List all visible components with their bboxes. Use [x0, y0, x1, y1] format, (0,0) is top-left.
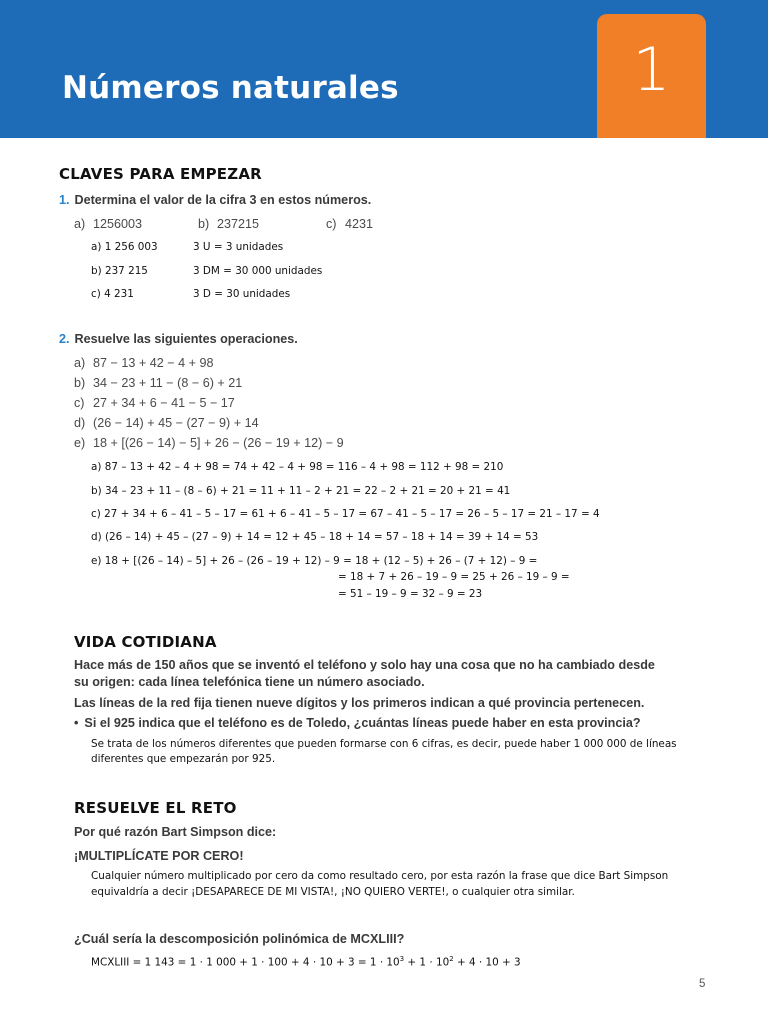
- option-label: a): [74, 356, 86, 370]
- option-value: 87 − 13 + 42 − 4 + 98: [93, 356, 214, 370]
- question-2-option-b: [74, 376, 242, 390]
- option-label: b): [198, 217, 210, 231]
- answer-1c-value: 3 D = 30 unidades: [193, 288, 291, 300]
- answer-2b: b) 34 – 23 + 11 – (8 – 6) + 21 = 11 + 11 – 2 + 21 = 22 – 2 + 21 = 20 + 21 = 41: [91, 485, 511, 497]
- answer-2e-line-1: e) 18 + [(26 – 14) – 5] + 26 – (26 – 19 + 12) – 9 = 18 + (12 – 5) + 26 – (7 + 12) – 9 =: [91, 555, 538, 567]
- reto-question-1: Por qué razón Bart Simpson dice:: [74, 825, 277, 839]
- section-title-vida: VIDA COTIDIANA: [74, 633, 217, 651]
- answer-text: + 4 · 10 + 3: [453, 956, 521, 969]
- answer-2e-line-2: = 18 + 7 + 26 – 19 – 9 = 25 + 26 – 19 – 9 =: [338, 571, 570, 583]
- question-1-option-c: [326, 217, 373, 231]
- question-text: Determina el valor de la cifra 3 en estos números.: [74, 193, 372, 207]
- vida-line-1: Hace más de 150 años que se inventó el teléfono y solo hay una cosa que no ha cambiado desde: [74, 658, 655, 672]
- option-label: a): [74, 217, 86, 231]
- answer-text: + 1 · 10: [404, 956, 450, 969]
- bullet-icon: •: [74, 716, 79, 730]
- answer-1b-value: 3 DM = 30 000 unidades: [193, 265, 323, 277]
- chapter-title: Números naturales: [62, 70, 399, 106]
- page-number: 5: [699, 978, 706, 990]
- vida-question-text: Si el 925 indica que el teléfono es de Toledo, ¿cuántas líneas puede haber en esta provincia?: [84, 716, 641, 730]
- option-label: b): [74, 376, 86, 390]
- option-value: 237215: [217, 217, 260, 231]
- option-label: c): [326, 217, 337, 231]
- option-value: 4231: [345, 217, 374, 231]
- vida-line-3: Las líneas de la red fija tienen nueve dígitos y los primeros indican a qué provincia pertenecen.: [74, 696, 645, 710]
- answer-text: MCXLIII = 1 143 = 1 · 1 000 + 1 · 100 + 4 · 10 + 3 = 1 · 10: [91, 956, 400, 969]
- question-2-option-c: [74, 396, 235, 410]
- option-value: 34 − 23 + 11 − (8 − 6) + 21: [93, 376, 243, 390]
- answer-2a: a) 87 – 13 + 42 – 4 + 98 = 74 + 42 – 4 + 98 = 116 – 4 + 98 = 112 + 98 = 210: [91, 461, 504, 473]
- answer-1b-label: b) 237 215: [91, 265, 148, 277]
- question-number: 2.: [59, 332, 70, 346]
- option-label: c): [74, 396, 85, 410]
- chapter-header: [0, 0, 768, 138]
- question-1: [59, 193, 371, 207]
- reto-question-2: ¿Cuál sería la descomposición polinómica de MCXLIII?: [74, 932, 405, 946]
- vida-question: [74, 716, 641, 730]
- vida-line-2: su origen: cada línea telefónica tiene un número asociado.: [74, 675, 425, 689]
- answer-2e-line-3: = 51 – 19 – 9 = 32 – 9 = 23: [338, 588, 483, 600]
- chapter-number: 1: [632, 35, 671, 105]
- reto-answer-2: [91, 955, 521, 968]
- vida-answer-line-1: Se trata de los números diferentes que pueden formarse con 6 cifras, es decir, puede haber 1 000 000 de líneas: [91, 738, 677, 750]
- answer-1a-label: a) 1 256 003: [91, 241, 158, 253]
- section-title-claves: CLAVES PARA EMPEZAR: [59, 165, 262, 183]
- answer-2c: c) 27 + 34 + 6 – 41 – 5 – 17 = 61 + 6 – 41 – 5 – 17 = 67 – 41 – 5 – 17 = 26 – 5 – 17 = 21 – 17 = 4: [91, 508, 600, 520]
- question-2: [59, 332, 298, 346]
- question-text: Resuelve las siguientes operaciones.: [74, 332, 298, 346]
- question-2-option-e: [74, 436, 344, 450]
- option-label: e): [74, 436, 86, 450]
- option-value: (26 − 14) + 45 − (27 − 9) + 14: [93, 416, 259, 430]
- reto-answer-1-line-1: Cualquier número multiplicado por cero da como resultado cero, por esta razón la frase que dice Bart Simpson: [91, 870, 669, 882]
- exponent: 2: [449, 955, 454, 963]
- option-value: 1256003: [93, 217, 143, 231]
- answer-1c-label: c) 4 231: [91, 288, 134, 300]
- question-1-option-a: [74, 217, 142, 231]
- exponent: 3: [399, 955, 405, 963]
- answer-1a-value: 3 U = 3 unidades: [193, 241, 284, 253]
- chapter-tab: [597, 14, 706, 138]
- section-title-reto: RESUELVE EL RETO: [74, 799, 237, 817]
- answer-2d: d) (26 – 14) + 45 – (27 – 9) + 14 = 12 + 45 – 18 + 14 = 57 – 18 + 14 = 39 + 14 = 53: [91, 531, 539, 543]
- option-value: 18 + [(26 − 14) − 5] + 26 − (26 − 19 + 12) − 9: [93, 436, 344, 450]
- option-label: d): [74, 416, 86, 430]
- question-1-option-b: [198, 217, 259, 231]
- question-number: 1.: [59, 193, 70, 207]
- vida-answer-line-2: diferentes que empezarán por 925.: [91, 753, 276, 765]
- reto-answer-1-line-2: equivaldría a decir ¡DESAPARECE DE MI VISTA!, ¡NO QUIERO VERTE!, o cualquier otra similar.: [91, 886, 575, 898]
- option-value: 27 + 34 + 6 − 41 − 5 − 17: [93, 396, 235, 410]
- reto-question-1-phrase: ¡MULTIPLÍCATE POR CERO!: [74, 849, 244, 863]
- question-2-option-a: [74, 356, 213, 370]
- question-2-option-d: [74, 416, 259, 430]
